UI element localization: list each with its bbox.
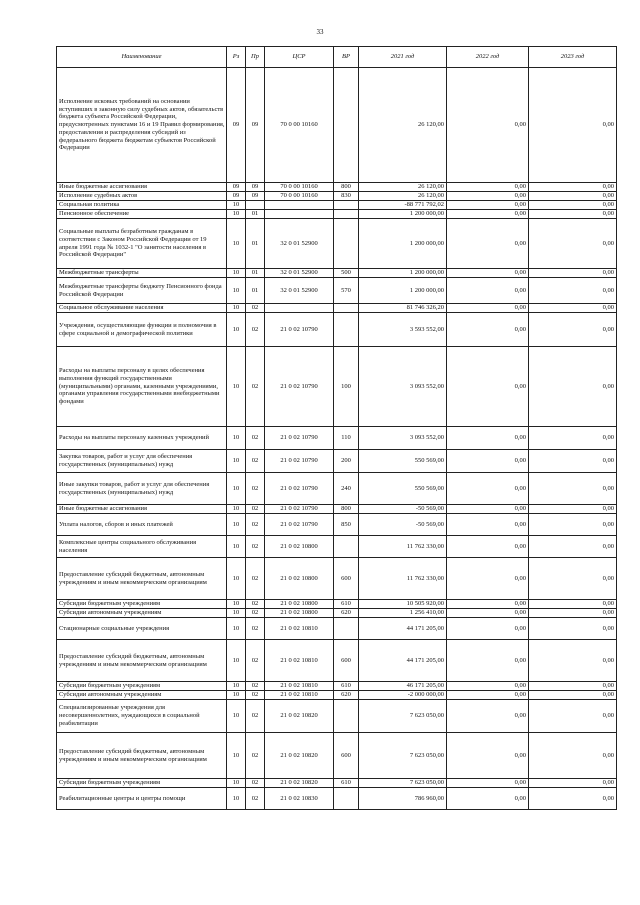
row-2021-value: 1 200 000,00 (359, 269, 447, 278)
row-name: Учреждения, осуществляющие функции и полномочия в сфере социальной и демографической политики (57, 313, 227, 347)
table-row (57, 313, 617, 347)
row-2021-value: 786 960,00 (359, 788, 447, 810)
row-csr (265, 210, 334, 219)
row-2023-value: 0,00 (529, 682, 617, 691)
row-name: Социальное обслуживание населения (57, 304, 227, 313)
row-rz: 10 (227, 733, 246, 779)
row-csr: 21 0 02 10820 (265, 779, 334, 788)
row-vr: 620 (334, 691, 359, 700)
row-rz: 10 (227, 347, 246, 427)
row-rz: 09 (227, 68, 246, 183)
row-name: Реабилитационные центры и центры помощи (57, 788, 227, 810)
budget-table (56, 46, 617, 810)
table-row (57, 347, 617, 427)
row-2022-value: 0,00 (447, 278, 529, 304)
row-name: Исполнение судебных актов (57, 192, 227, 201)
page-number: 33 (316, 28, 324, 36)
row-2022-value: 0,00 (447, 779, 529, 788)
row-vr: 600 (334, 640, 359, 682)
row-csr: 21 0 02 10790 (265, 347, 334, 427)
row-2023-value: 0,00 (529, 450, 617, 473)
table-row (57, 514, 617, 536)
row-2023-value: 0,00 (529, 609, 617, 618)
header-csr: ЦСР (265, 47, 334, 68)
row-name: Межбюджетные трансферты (57, 269, 227, 278)
row-2021-value: 26 120,00 (359, 183, 447, 192)
row-2023-value: 0,00 (529, 192, 617, 201)
row-2021-value: -88 771 792,02 (359, 201, 447, 210)
table-row (57, 640, 617, 682)
row-csr (265, 201, 334, 210)
row-name: Иные закупки товаров, работ и услуг для обеспечения государственных (муниципальных) нужд (57, 473, 227, 505)
row-csr: 21 0 02 10810 (265, 618, 334, 640)
row-name: Межбюджетные трансферты бюджету Пенсионного фонда Российской Федерации (57, 278, 227, 304)
table-row (57, 269, 617, 278)
row-2021-value: 3 093 552,00 (359, 427, 447, 450)
row-csr: 21 0 02 10800 (265, 600, 334, 609)
row-2022-value: 0,00 (447, 691, 529, 700)
row-name: Специализированные учреждения для несовершеннолетних, нуждающихся в социальной реабилитации (57, 700, 227, 733)
row-2021-value: 1 200 000,00 (359, 210, 447, 219)
row-rz: 10 (227, 505, 246, 514)
row-name: Субсидии бюджетным учреждениям (57, 682, 227, 691)
row-rz: 10 (227, 788, 246, 810)
row-2021-value: 550 569,00 (359, 473, 447, 505)
row-rz: 10 (227, 514, 246, 536)
row-csr: 32 0 01 52900 (265, 269, 334, 278)
row-2021-value: 1 200 000,00 (359, 278, 447, 304)
row-2023-value: 0,00 (529, 201, 617, 210)
row-pr: 02 (246, 700, 265, 733)
row-vr: 600 (334, 733, 359, 779)
row-vr: 240 (334, 473, 359, 505)
row-2021-value: -50 569,00 (359, 505, 447, 514)
header-2022: 2022 год (447, 47, 529, 68)
row-name: Субсидии автономным учреждениям (57, 609, 227, 618)
row-pr: 02 (246, 733, 265, 779)
row-name: Социальная политика (57, 201, 227, 210)
row-2022-value: 0,00 (447, 514, 529, 536)
row-pr: 02 (246, 600, 265, 609)
row-rz: 10 (227, 210, 246, 219)
table-row (57, 473, 617, 505)
row-rz: 09 (227, 192, 246, 201)
row-vr (334, 618, 359, 640)
row-vr (334, 68, 359, 183)
table-row (57, 618, 617, 640)
row-rz: 10 (227, 779, 246, 788)
row-vr (334, 210, 359, 219)
table-row (57, 210, 617, 219)
row-2023-value: 0,00 (529, 347, 617, 427)
row-name: Предоставление субсидий бюджетным, автономным учреждениям и иным некоммерческим организациям (57, 558, 227, 600)
table-header-row (57, 47, 617, 68)
row-2022-value: 0,00 (447, 313, 529, 347)
table-row (57, 609, 617, 618)
header-name: Наименование (57, 47, 227, 68)
table-row (57, 68, 617, 183)
row-csr: 32 0 01 52900 (265, 278, 334, 304)
row-2021-value: 1 256 410,00 (359, 609, 447, 618)
row-pr: 02 (246, 450, 265, 473)
row-2021-value: 3 093 552,00 (359, 347, 447, 427)
row-2021-value: -2 000 000,00 (359, 691, 447, 700)
row-rz: 10 (227, 600, 246, 609)
row-csr: 21 0 02 10810 (265, 691, 334, 700)
row-vr: 800 (334, 183, 359, 192)
row-rz: 10 (227, 700, 246, 733)
row-csr: 70 0 00 10160 (265, 68, 334, 183)
row-csr: 21 0 02 10810 (265, 682, 334, 691)
table-row (57, 219, 617, 269)
row-pr: 02 (246, 514, 265, 536)
table-row (57, 779, 617, 788)
row-2021-value: 7 623 050,00 (359, 733, 447, 779)
row-name: Предоставление субсидий бюджетным, автономным учреждениям и иным некоммерческим организациям (57, 733, 227, 779)
row-2022-value: 0,00 (447, 210, 529, 219)
row-2023-value: 0,00 (529, 183, 617, 192)
row-2022-value: 0,00 (447, 427, 529, 450)
table-row (57, 682, 617, 691)
row-vr: 800 (334, 505, 359, 514)
row-2022-value: 0,00 (447, 600, 529, 609)
row-vr (334, 313, 359, 347)
table-row (57, 691, 617, 700)
table-row (57, 788, 617, 810)
table-row (57, 278, 617, 304)
table-row (57, 733, 617, 779)
row-rz: 10 (227, 609, 246, 618)
row-pr: 02 (246, 536, 265, 558)
table-body (57, 68, 617, 810)
row-pr: 09 (246, 183, 265, 192)
row-2022-value: 0,00 (447, 450, 529, 473)
row-2022-value: 0,00 (447, 304, 529, 313)
row-2022-value: 0,00 (447, 183, 529, 192)
row-pr: 02 (246, 779, 265, 788)
table-row (57, 192, 617, 201)
row-2023-value: 0,00 (529, 640, 617, 682)
row-2022-value: 0,00 (447, 609, 529, 618)
row-2022-value: 0,00 (447, 219, 529, 269)
row-vr: 110 (334, 427, 359, 450)
header-2021: 2021 год (359, 47, 447, 68)
row-2021-value: 3 593 552,00 (359, 313, 447, 347)
row-csr: 21 0 02 10790 (265, 450, 334, 473)
row-name: Субсидии бюджетным учреждениям (57, 600, 227, 609)
row-2022-value: 0,00 (447, 788, 529, 810)
row-2022-value: 0,00 (447, 269, 529, 278)
row-rz: 10 (227, 691, 246, 700)
row-pr: 02 (246, 788, 265, 810)
table-row (57, 201, 617, 210)
row-vr (334, 219, 359, 269)
row-vr: 100 (334, 347, 359, 427)
row-rz: 10 (227, 618, 246, 640)
row-csr: 70 0 00 10160 (265, 192, 334, 201)
header-2023: 2023 год (529, 47, 617, 68)
row-csr: 21 0 02 10790 (265, 514, 334, 536)
row-pr: 09 (246, 192, 265, 201)
row-2023-value: 0,00 (529, 427, 617, 450)
table-row (57, 183, 617, 192)
table-row (57, 558, 617, 600)
row-2021-value: 26 120,00 (359, 192, 447, 201)
row-2022-value: 0,00 (447, 733, 529, 779)
row-2022-value: 0,00 (447, 192, 529, 201)
table-row (57, 450, 617, 473)
row-vr: 620 (334, 609, 359, 618)
row-pr (246, 201, 265, 210)
row-pr: 02 (246, 313, 265, 347)
row-rz: 10 (227, 536, 246, 558)
row-2022-value: 0,00 (447, 618, 529, 640)
row-name: Иные бюджетные ассигнования (57, 183, 227, 192)
row-2023-value: 0,00 (529, 618, 617, 640)
row-rz: 10 (227, 313, 246, 347)
row-2021-value: 7 623 050,00 (359, 779, 447, 788)
row-2023-value: 0,00 (529, 779, 617, 788)
row-2023-value: 0,00 (529, 313, 617, 347)
row-2022-value: 0,00 (447, 347, 529, 427)
row-2022-value: 0,00 (447, 536, 529, 558)
row-name: Социальные выплаты безработным гражданам в соответствии с Законом Российской Федерации от 19 апреля 1991 года № 1032-1 "О занятости населения в Российской Федерации" (57, 219, 227, 269)
row-pr: 02 (246, 347, 265, 427)
row-vr: 500 (334, 269, 359, 278)
row-vr: 610 (334, 779, 359, 788)
row-2022-value: 0,00 (447, 201, 529, 210)
row-csr: 21 0 02 10800 (265, 536, 334, 558)
row-csr: 21 0 02 10820 (265, 733, 334, 779)
row-pr: 01 (246, 210, 265, 219)
row-2022-value: 0,00 (447, 558, 529, 600)
table-row (57, 427, 617, 450)
row-name: Предоставление субсидий бюджетным, автономным учреждениям и иным некоммерческим организациям (57, 640, 227, 682)
row-pr: 02 (246, 427, 265, 450)
row-csr: 21 0 02 10830 (265, 788, 334, 810)
row-rz: 10 (227, 640, 246, 682)
row-2022-value: 0,00 (447, 640, 529, 682)
row-name: Субсидии бюджетным учреждениям (57, 779, 227, 788)
row-2022-value: 0,00 (447, 505, 529, 514)
row-2023-value: 0,00 (529, 269, 617, 278)
row-csr (265, 304, 334, 313)
row-rz: 10 (227, 219, 246, 269)
row-2023-value: 0,00 (529, 600, 617, 609)
row-2023-value: 0,00 (529, 210, 617, 219)
row-2023-value: 0,00 (529, 691, 617, 700)
row-name: Комплексные центры социального обслуживания населения (57, 536, 227, 558)
row-vr (334, 201, 359, 210)
row-2021-value: 44 171 205,00 (359, 618, 447, 640)
row-2021-value: 1 200 000,00 (359, 219, 447, 269)
row-2023-value: 0,00 (529, 558, 617, 600)
row-2023-value: 0,00 (529, 68, 617, 183)
row-rz: 10 (227, 201, 246, 210)
row-csr: 21 0 02 10790 (265, 505, 334, 514)
row-2021-value: -50 569,00 (359, 514, 447, 536)
table-row (57, 700, 617, 733)
row-vr (334, 788, 359, 810)
row-name: Уплата налогов, сборов и иных платежей (57, 514, 227, 536)
row-csr: 21 0 02 10800 (265, 609, 334, 618)
table-row (57, 505, 617, 514)
row-csr: 32 0 01 52900 (265, 219, 334, 269)
row-pr: 02 (246, 304, 265, 313)
row-rz: 10 (227, 450, 246, 473)
row-pr: 02 (246, 505, 265, 514)
row-csr: 21 0 02 10790 (265, 473, 334, 505)
row-2023-value: 0,00 (529, 219, 617, 269)
row-2022-value: 0,00 (447, 682, 529, 691)
row-vr (334, 536, 359, 558)
row-vr (334, 304, 359, 313)
row-2021-value: 44 171 205,00 (359, 640, 447, 682)
row-name: Расходы на выплаты персоналу в целях обеспечения выполнения функций государственными (муниципальными) органами, казенными учреждениями, органами управления государственными внебюджетными фондами (57, 347, 227, 427)
row-name: Иные бюджетные ассигнования (57, 505, 227, 514)
row-rz: 10 (227, 304, 246, 313)
header-pr: Пр (246, 47, 265, 68)
row-2023-value: 0,00 (529, 700, 617, 733)
row-csr: 21 0 02 10820 (265, 700, 334, 733)
row-pr: 02 (246, 682, 265, 691)
row-rz: 10 (227, 473, 246, 505)
row-csr: 21 0 02 10790 (265, 313, 334, 347)
row-csr: 21 0 02 10800 (265, 558, 334, 600)
row-2023-value: 0,00 (529, 505, 617, 514)
row-2021-value: 11 762 330,00 (359, 536, 447, 558)
row-vr: 850 (334, 514, 359, 536)
header-rz: Рз (227, 47, 246, 68)
row-vr: 610 (334, 600, 359, 609)
row-2022-value: 0,00 (447, 700, 529, 733)
row-pr: 01 (246, 219, 265, 269)
row-csr: 70 0 00 10160 (265, 183, 334, 192)
row-2021-value: 7 623 050,00 (359, 700, 447, 733)
row-rz: 10 (227, 682, 246, 691)
table-row (57, 600, 617, 609)
row-2021-value: 26 120,00 (359, 68, 447, 183)
row-pr: 02 (246, 473, 265, 505)
row-2023-value: 0,00 (529, 473, 617, 505)
row-name: Стационарные социальные учреждения (57, 618, 227, 640)
row-name: Расходы на выплаты персоналу казенных учреждений (57, 427, 227, 450)
row-pr: 02 (246, 609, 265, 618)
row-csr: 21 0 02 10790 (265, 427, 334, 450)
row-pr: 02 (246, 558, 265, 600)
row-pr: 02 (246, 691, 265, 700)
row-2023-value: 0,00 (529, 733, 617, 779)
row-vr: 830 (334, 192, 359, 201)
row-name: Закупка товаров, работ и услуг для обеспечения государственных (муниципальных) нужд (57, 450, 227, 473)
row-rz: 10 (227, 278, 246, 304)
row-2021-value: 550 569,00 (359, 450, 447, 473)
row-rz: 10 (227, 269, 246, 278)
row-name: Субсидии автономным учреждениям (57, 691, 227, 700)
row-2021-value: 81 746 326,20 (359, 304, 447, 313)
row-2022-value: 0,00 (447, 473, 529, 505)
row-vr: 610 (334, 682, 359, 691)
table-row (57, 304, 617, 313)
row-2023-value: 0,00 (529, 536, 617, 558)
row-pr: 02 (246, 640, 265, 682)
row-2021-value: 10 505 920,00 (359, 600, 447, 609)
row-name: Пенсионное обеспечение (57, 210, 227, 219)
row-pr: 01 (246, 269, 265, 278)
row-rz: 10 (227, 427, 246, 450)
header-vr: ВР (334, 47, 359, 68)
row-2023-value: 0,00 (529, 514, 617, 536)
table-row (57, 536, 617, 558)
row-rz: 10 (227, 558, 246, 600)
row-csr: 21 0 02 10810 (265, 640, 334, 682)
row-pr: 01 (246, 278, 265, 304)
row-name: Исполнение исковых требований на основании вступивших в законную силу судебных актов, обязательств бюджета субъекта Российской Федерации, предусмотренных пунктами 16 и 19 Правил формирования, предоставления и распределения субсидий из федерального бюджета бюджетам субъектов Российской Федерации (57, 68, 227, 183)
row-2021-value: 46 171 205,00 (359, 682, 447, 691)
row-vr: 200 (334, 450, 359, 473)
row-pr: 09 (246, 68, 265, 183)
row-pr: 02 (246, 618, 265, 640)
row-2023-value: 0,00 (529, 788, 617, 810)
row-vr (334, 700, 359, 733)
row-2023-value: 0,00 (529, 278, 617, 304)
row-2022-value: 0,00 (447, 68, 529, 183)
row-vr: 600 (334, 558, 359, 600)
row-2021-value: 11 762 330,00 (359, 558, 447, 600)
row-2023-value: 0,00 (529, 304, 617, 313)
row-vr: 570 (334, 278, 359, 304)
row-rz: 09 (227, 183, 246, 192)
